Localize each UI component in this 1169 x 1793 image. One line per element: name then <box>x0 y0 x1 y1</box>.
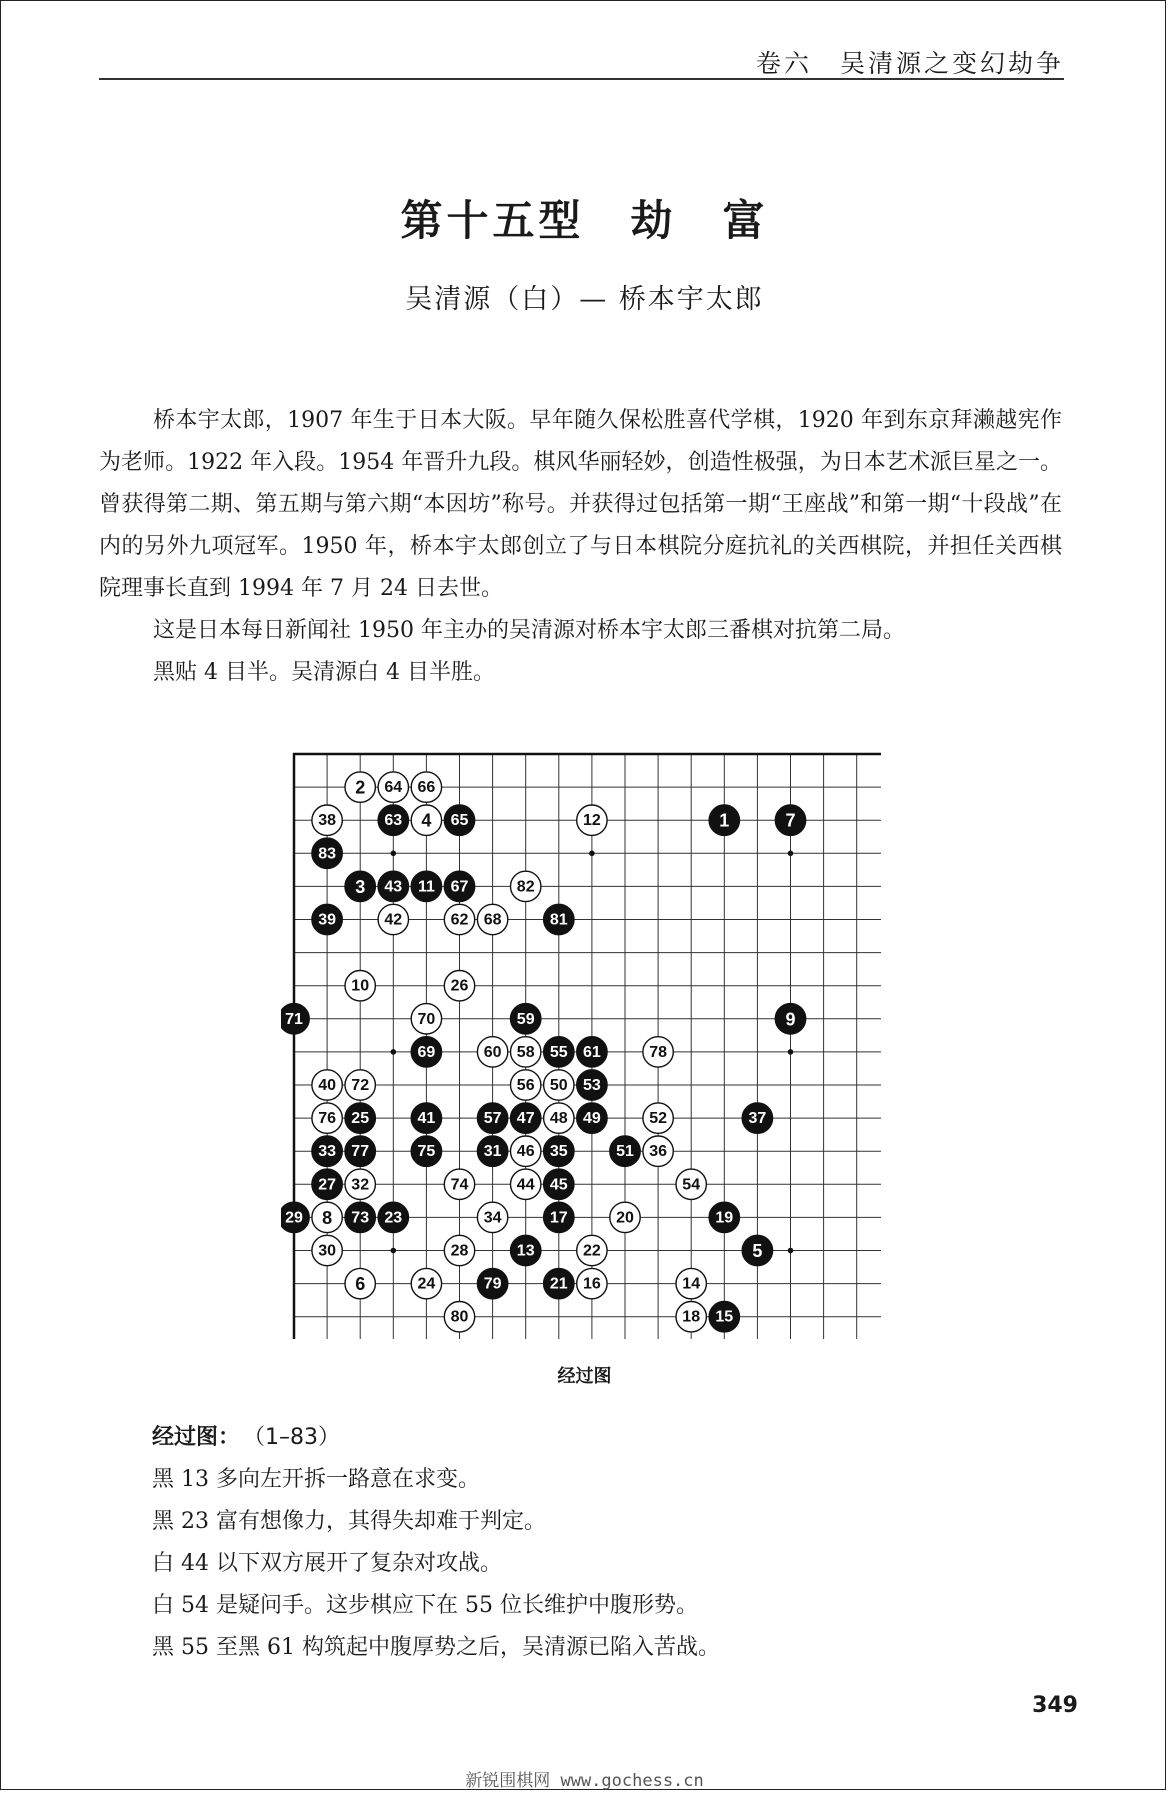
move-number: 14 <box>682 1275 701 1293</box>
move-number: 81 <box>549 911 568 929</box>
move-number: 34 <box>483 1209 502 1227</box>
move-number: 60 <box>483 1043 502 1061</box>
move-number: 50 <box>549 1077 568 1094</box>
move-number: 40 <box>318 1077 336 1094</box>
star-point <box>391 1049 397 1055</box>
commentary-line: 黑 55 至黑 61 构筑起中腹厚势之后，吴清源已陷入苦战。 <box>152 1635 720 1660</box>
star-point <box>391 1248 397 1254</box>
move-number: 58 <box>516 1043 535 1061</box>
star-point <box>391 851 397 857</box>
move-number: 41 <box>417 1110 436 1128</box>
go-board-diagram <box>281 741 881 1339</box>
move-number: 65 <box>450 812 469 830</box>
move-number: 59 <box>516 1010 535 1028</box>
commentary <box>152 1417 1052 1669</box>
go-board <box>281 741 881 1339</box>
move-number: 3 <box>355 876 366 897</box>
star-point <box>589 851 595 857</box>
move-number: 26 <box>450 977 469 995</box>
move-number: 43 <box>384 878 403 896</box>
commentary-heading-label: 经过图： <box>152 1425 241 1450</box>
star-point <box>788 1248 794 1254</box>
move-number: 35 <box>549 1143 568 1161</box>
game-info-paragraph: 这是日本每日新闻社 1950 年主办的吴清源对桥本宇太郎三番棋对抗第二局。 <box>153 618 905 643</box>
move-number: 37 <box>748 1110 767 1128</box>
move-number: 27 <box>318 1176 336 1194</box>
move-number: 49 <box>583 1110 601 1128</box>
diagram-caption: 经过图 <box>557 1366 612 1387</box>
move-number: 77 <box>351 1143 370 1161</box>
move-number: 83 <box>318 845 336 863</box>
move-number: 78 <box>649 1043 667 1061</box>
move-number: 44 <box>516 1176 535 1194</box>
star-point <box>788 1049 794 1055</box>
komi-result-paragraph: 黑贴 4 目半。吴清源白 4 目半胜。 <box>153 660 495 685</box>
commentary-line: 黑 13 多向左开拆一路意在求变。 <box>152 1467 480 1492</box>
move-number: 15 <box>715 1308 734 1326</box>
move-number: 36 <box>649 1143 667 1161</box>
move-number: 22 <box>583 1242 601 1260</box>
move-number: 64 <box>384 779 403 797</box>
move-number: 74 <box>450 1176 469 1194</box>
move-number: 69 <box>417 1043 436 1061</box>
move-number: 42 <box>384 911 403 929</box>
move-number: 30 <box>318 1242 336 1260</box>
header-rule <box>99 78 1064 80</box>
move-number: 47 <box>516 1110 535 1128</box>
move-number: 54 <box>682 1176 701 1194</box>
move-number: 55 <box>549 1043 568 1061</box>
commentary-line: 黑 23 富有想像力，其得失却难于判定。 <box>152 1509 546 1534</box>
commentary-line: 白 44 以下双方展开了复杂对攻战。 <box>152 1551 502 1576</box>
running-head: 卷六 吴清源之变幻劫争 <box>755 49 1064 78</box>
move-number: 76 <box>318 1110 336 1128</box>
move-number: 61 <box>583 1043 601 1061</box>
move-number: 10 <box>351 977 370 995</box>
body-text <box>99 400 1062 694</box>
commentary-move-range: （1–83） <box>254 1425 341 1450</box>
move-number: 7 <box>785 810 796 831</box>
move-number: 12 <box>583 812 601 830</box>
move-number: 1 <box>719 810 730 831</box>
commentary-line: 白 54 是疑问手。这步棋应下在 55 位长维护中腹形势。 <box>152 1593 698 1618</box>
move-number: 66 <box>417 779 436 797</box>
move-number: 23 <box>384 1209 403 1227</box>
move-number: 4 <box>421 810 432 831</box>
star-point <box>788 851 794 857</box>
move-number: 11 <box>417 878 435 896</box>
move-number: 2 <box>355 777 366 798</box>
move-number: 45 <box>549 1176 568 1194</box>
move-number: 9 <box>785 1009 796 1030</box>
move-number: 21 <box>549 1275 568 1293</box>
move-number: 31 <box>483 1143 502 1161</box>
move-number: 46 <box>516 1143 535 1161</box>
move-number: 51 <box>616 1143 634 1161</box>
move-number: 32 <box>351 1176 370 1194</box>
move-number: 73 <box>351 1209 370 1227</box>
bio-paragraph: 桥本宇太郎，1907 年生于日本大阪。早年随久保松胜喜代学棋，1920 年到东京拜濑越宪作为老师。1922 年入段。1954 年晋升九段。棋风华丽轻妙，创造性极强，为日本艺术派巨星之一。曾获得第二期、第五期与第六期“本因坊”称号。并获得过包括第一期“王座战”和第一期“十段战”在内的另外九项冠军。1950 年，桥本宇太郎创立了与日本棋院分庭抗礼的关西棋院，并担任关西棋院理事长直到 1994 年 7 月 24 日去世。 <box>99 408 1062 601</box>
move-number: 57 <box>483 1110 502 1128</box>
move-number: 33 <box>318 1143 336 1161</box>
move-number: 39 <box>318 911 336 929</box>
move-number: 17 <box>549 1209 568 1227</box>
move-number: 53 <box>583 1077 601 1094</box>
move-number: 25 <box>351 1110 370 1128</box>
page-number: 349 <box>1032 1693 1078 1718</box>
move-number: 19 <box>715 1209 734 1227</box>
move-number: 29 <box>285 1209 303 1227</box>
move-number: 62 <box>450 911 469 929</box>
site-watermark: 新锐围棋网 www.gochess.cn <box>465 1771 704 1791</box>
move-number: 68 <box>483 911 502 929</box>
move-number: 8 <box>322 1207 333 1228</box>
move-number: 67 <box>450 878 469 896</box>
move-number: 56 <box>516 1077 535 1094</box>
move-number: 48 <box>549 1110 568 1128</box>
move-number: 28 <box>450 1242 469 1260</box>
move-number: 72 <box>351 1077 370 1094</box>
move-number: 20 <box>616 1209 634 1227</box>
move-number: 5 <box>752 1241 763 1261</box>
game-players: 吴清源（白）— 桥本宇太郎 <box>405 284 764 315</box>
move-number: 75 <box>417 1143 436 1161</box>
move-number: 18 <box>682 1308 701 1326</box>
move-number: 52 <box>649 1110 667 1128</box>
move-number: 70 <box>417 1010 436 1028</box>
move-number: 16 <box>583 1275 601 1293</box>
move-number: 80 <box>450 1308 469 1326</box>
move-number: 63 <box>384 812 403 830</box>
move-number: 38 <box>318 812 336 830</box>
move-number: 79 <box>483 1275 502 1293</box>
commentary-heading <box>152 1417 1052 1459</box>
move-number: 24 <box>417 1275 436 1293</box>
move-number: 6 <box>355 1274 366 1295</box>
move-number: 82 <box>516 878 535 896</box>
chapter-title: 第十五型 劫 富 <box>400 196 769 245</box>
move-number: 71 <box>285 1010 303 1028</box>
move-number: 13 <box>516 1242 535 1260</box>
